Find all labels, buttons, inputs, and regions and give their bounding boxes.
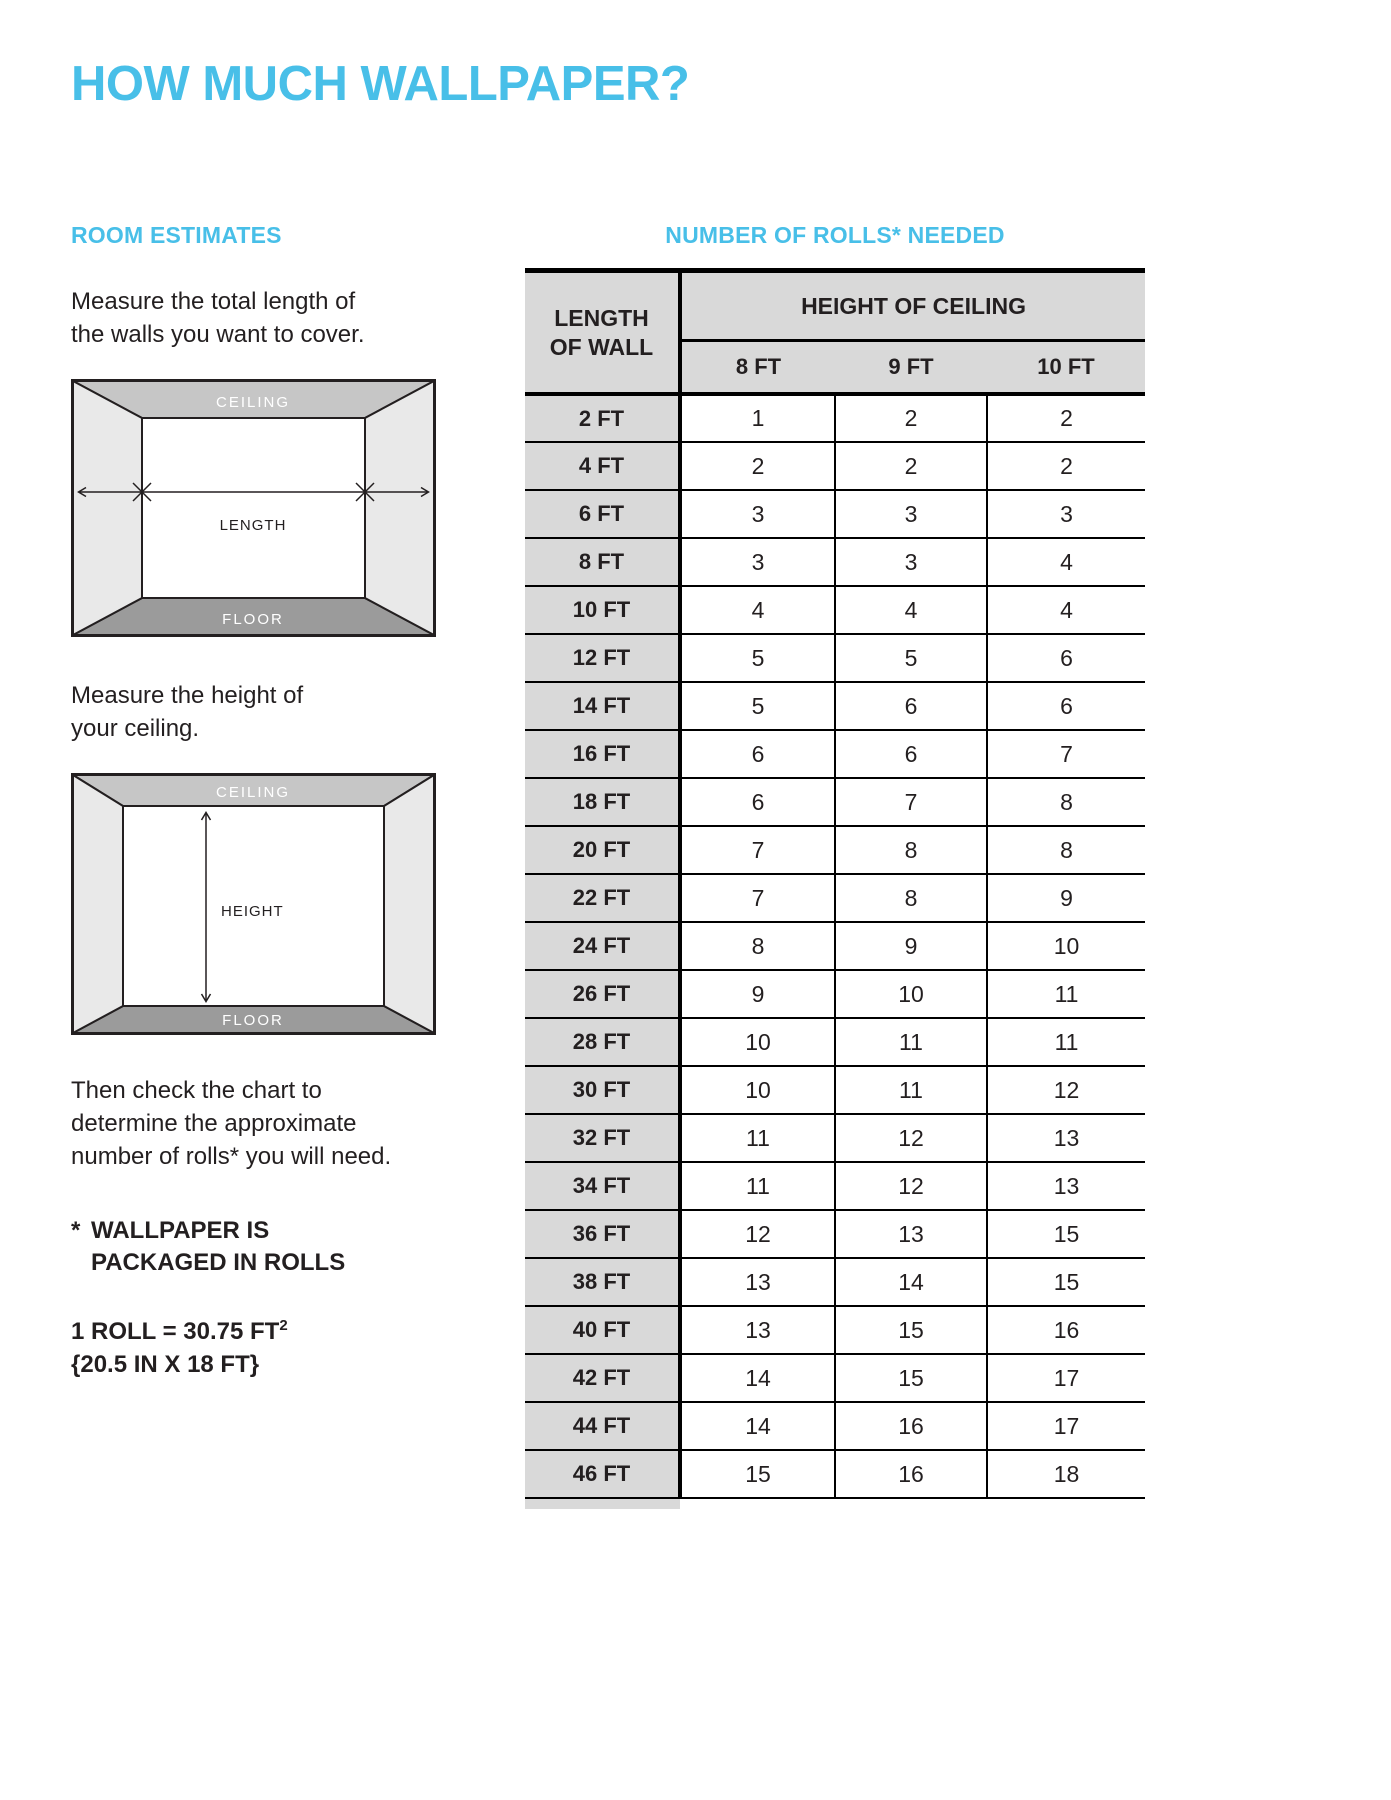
rolls-count-cell-8ft: 13	[680, 1258, 835, 1306]
rolls-count-cell-10ft: 11	[987, 970, 1145, 1018]
rolls-count-cell-9ft: 3	[835, 490, 987, 538]
table-row	[525, 586, 1145, 634]
floor-label: FLOOR	[222, 1012, 284, 1029]
roll-size-spec	[71, 1309, 501, 1381]
wall-length-cell: 40 FT	[525, 1306, 680, 1354]
text-line: determine the approximate	[71, 1110, 357, 1137]
wall-length-cell: 12 FT	[525, 634, 680, 682]
table-row	[525, 922, 1145, 970]
rolls-count-cell-10ft: 10	[987, 922, 1145, 970]
ceiling-label: CEILING	[215, 784, 291, 801]
rolls-count-cell-8ft: 7	[680, 874, 835, 922]
rolls-count-cell-9ft: 16	[835, 1402, 987, 1450]
text-line: Then check the chart to	[71, 1077, 322, 1104]
rolls-count-cell-9ft: 11	[835, 1066, 987, 1114]
wall-length-header-line: LENGTH	[554, 304, 649, 331]
footnote-text	[91, 1215, 345, 1279]
rolls-count-cell-8ft: 5	[680, 634, 835, 682]
table-row	[525, 1210, 1145, 1258]
table-row	[525, 442, 1145, 490]
roll-equation-exponent: 2	[279, 1317, 288, 1334]
rolls-count-cell-9ft: 8	[835, 874, 987, 922]
ceiling-9ft-header: 9 FT	[835, 341, 987, 395]
rolls-count-cell-9ft: 9	[835, 922, 987, 970]
rolls-count-cell-9ft: 10	[835, 970, 987, 1018]
table-row	[525, 826, 1145, 874]
rolls-count-cell-9ft: 2	[835, 394, 987, 442]
rolls-count-cell-8ft: 4	[680, 586, 835, 634]
rolls-table	[525, 268, 1145, 1499]
wall-length-cell: 36 FT	[525, 1210, 680, 1258]
table-row	[525, 682, 1145, 730]
rolls-count-cell-10ft: 9	[987, 874, 1145, 922]
rolls-count-cell-9ft: 3	[835, 538, 987, 586]
rolls-count-cell-8ft: 8	[680, 922, 835, 970]
table-row	[525, 1066, 1145, 1114]
table-row	[525, 970, 1145, 1018]
wall-length-cell: 14 FT	[525, 682, 680, 730]
ceiling-8ft-header: 8 FT	[680, 341, 835, 395]
text-line: WALLPAPER IS	[91, 1217, 270, 1244]
measure-height-instruction	[71, 679, 501, 745]
rolls-count-cell-10ft: 8	[987, 778, 1145, 826]
room-estimates-heading: ROOM ESTIMATES	[71, 222, 282, 248]
footnote-asterisk: *	[71, 1217, 81, 1244]
rolls-count-cell-9ft: 6	[835, 682, 987, 730]
rolls-count-cell-9ft: 8	[835, 826, 987, 874]
wall-length-cell: 2 FT	[525, 394, 680, 442]
rolls-count-cell-10ft: 12	[987, 1066, 1145, 1114]
rolls-count-cell-8ft: 6	[680, 778, 835, 826]
rolls-count-cell-9ft: 15	[835, 1306, 987, 1354]
wall-length-cell: 34 FT	[525, 1162, 680, 1210]
rolls-count-cell-10ft: 4	[987, 538, 1145, 586]
rolls-count-cell-8ft: 14	[680, 1354, 835, 1402]
table-row	[525, 538, 1145, 586]
rolls-needed-section	[525, 222, 1145, 1509]
rolls-count-cell-9ft: 6	[835, 730, 987, 778]
rolls-count-cell-8ft: 6	[680, 730, 835, 778]
rolls-count-cell-8ft: 11	[680, 1162, 835, 1210]
check-chart-instruction	[71, 1074, 501, 1173]
wall-length-cell: 6 FT	[525, 490, 680, 538]
text-line: Measure the height of	[71, 682, 304, 709]
table-row	[525, 1018, 1145, 1066]
rolls-count-cell-9ft: 14	[835, 1258, 987, 1306]
wall-length-cell: 18 FT	[525, 778, 680, 826]
wall-length-cell: 16 FT	[525, 730, 680, 778]
roll-equation	[71, 1309, 501, 1348]
rolls-count-cell-10ft: 13	[987, 1114, 1145, 1162]
rolls-count-cell-10ft: 17	[987, 1402, 1145, 1450]
wall-length-cell: 8 FT	[525, 538, 680, 586]
rolls-count-cell-8ft: 10	[680, 1018, 835, 1066]
wall-length-cell: 24 FT	[525, 922, 680, 970]
wall-length-cell: 30 FT	[525, 1066, 680, 1114]
rolls-count-cell-9ft: 4	[835, 586, 987, 634]
text-line: number of rolls* you will need.	[71, 1143, 392, 1170]
table-row	[525, 874, 1145, 922]
ceiling-height-header: HEIGHT OF CEILING	[680, 271, 1145, 341]
back-wall-surface	[142, 418, 365, 598]
rolls-table-body	[525, 394, 1145, 1498]
rolls-count-cell-9ft: 12	[835, 1114, 987, 1162]
rolls-count-cell-10ft: 18	[987, 1450, 1145, 1498]
rolls-count-cell-8ft: 14	[680, 1402, 835, 1450]
rolls-count-cell-8ft: 2	[680, 442, 835, 490]
table-row	[525, 1258, 1145, 1306]
floor-label: FLOOR	[222, 611, 284, 628]
table-row	[525, 1306, 1145, 1354]
wall-length-cell: 28 FT	[525, 1018, 680, 1066]
wall-length-cell: 32 FT	[525, 1114, 680, 1162]
height-label: HEIGHT	[221, 903, 284, 920]
rolls-count-cell-10ft: 17	[987, 1354, 1145, 1402]
rolls-count-cell-8ft: 10	[680, 1066, 835, 1114]
rolls-count-cell-10ft: 4	[987, 586, 1145, 634]
rolls-count-cell-9ft: 16	[835, 1450, 987, 1498]
rolls-count-cell-10ft: 8	[987, 826, 1145, 874]
packaging-footnote	[71, 1215, 501, 1279]
rolls-count-cell-10ft: 3	[987, 490, 1145, 538]
table-row	[525, 1354, 1145, 1402]
wall-length-cell: 22 FT	[525, 874, 680, 922]
table-footer-stub	[525, 1499, 680, 1509]
wall-length-cell: 26 FT	[525, 970, 680, 1018]
rolls-count-cell-9ft: 7	[835, 778, 987, 826]
table-row	[525, 634, 1145, 682]
rolls-count-cell-10ft: 6	[987, 682, 1145, 730]
rolls-count-cell-10ft: 15	[987, 1258, 1145, 1306]
rolls-count-cell-9ft: 2	[835, 442, 987, 490]
text-line: PACKAGED IN ROLLS	[91, 1249, 346, 1276]
rolls-count-cell-8ft: 3	[680, 490, 835, 538]
rolls-count-cell-8ft: 11	[680, 1114, 835, 1162]
room-estimates-section	[71, 222, 501, 1381]
rolls-count-cell-9ft: 12	[835, 1162, 987, 1210]
rolls-count-cell-10ft: 16	[987, 1306, 1145, 1354]
rolls-count-cell-9ft: 5	[835, 634, 987, 682]
text-line: your ceiling.	[71, 715, 200, 742]
roll-dimensions: {20.5 IN X 18 FT}	[71, 1351, 260, 1378]
left-wall-surface	[73, 381, 142, 635]
rolls-count-cell-8ft: 7	[680, 826, 835, 874]
wall-length-header-line: OF WALL	[549, 333, 654, 360]
table-row	[525, 1162, 1145, 1210]
rolls-count-cell-8ft: 3	[680, 538, 835, 586]
room-height-diagram	[71, 773, 436, 1035]
table-row	[525, 1402, 1145, 1450]
table-row	[525, 1450, 1145, 1498]
room-length-diagram	[71, 379, 436, 637]
wall-length-cell: 44 FT	[525, 1402, 680, 1450]
wall-length-cell: 4 FT	[525, 442, 680, 490]
text-line: Measure the total length of	[71, 288, 356, 315]
table-group-header-row	[525, 271, 1145, 341]
wall-length-cell: 10 FT	[525, 586, 680, 634]
table-row	[525, 1114, 1145, 1162]
rolls-count-cell-9ft: 15	[835, 1354, 987, 1402]
table-row	[525, 730, 1145, 778]
rolls-count-cell-10ft: 6	[987, 634, 1145, 682]
rolls-count-cell-8ft: 5	[680, 682, 835, 730]
ceiling-10ft-header: 10 FT	[987, 341, 1145, 395]
roll-equation-text: 1 ROLL = 30.75 FT	[71, 1318, 280, 1345]
rolls-count-cell-10ft: 15	[987, 1210, 1145, 1258]
rolls-count-cell-8ft: 12	[680, 1210, 835, 1258]
wall-length-cell: 20 FT	[525, 826, 680, 874]
rolls-count-cell-8ft: 15	[680, 1450, 835, 1498]
wall-length-header	[525, 271, 680, 395]
wall-length-cell: 46 FT	[525, 1450, 680, 1498]
rolls-count-cell-8ft: 13	[680, 1306, 835, 1354]
length-label: LENGTH	[219, 517, 287, 534]
table-row	[525, 778, 1145, 826]
right-wall-surface	[384, 775, 434, 1033]
wall-length-cell: 38 FT	[525, 1258, 680, 1306]
measure-length-instruction	[71, 285, 501, 351]
table-row	[525, 490, 1145, 538]
ceiling-label: CEILING	[215, 394, 291, 411]
table-row	[525, 394, 1145, 442]
wall-length-cell: 42 FT	[525, 1354, 680, 1402]
rolls-count-cell-10ft: 11	[987, 1018, 1145, 1066]
rolls-count-cell-8ft: 9	[680, 970, 835, 1018]
page-title: HOW MUCH WALLPAPER?	[71, 57, 690, 111]
rolls-count-cell-9ft: 13	[835, 1210, 987, 1258]
rolls-needed-heading: NUMBER OF ROLLS* NEEDED	[665, 222, 1005, 248]
rolls-count-cell-8ft: 1	[680, 394, 835, 442]
rolls-count-cell-10ft: 13	[987, 1162, 1145, 1210]
right-wall-surface	[365, 381, 434, 635]
rolls-count-cell-10ft: 2	[987, 442, 1145, 490]
left-wall-surface	[73, 775, 123, 1033]
rolls-count-cell-10ft: 7	[987, 730, 1145, 778]
rolls-count-cell-9ft: 11	[835, 1018, 987, 1066]
rolls-count-cell-10ft: 2	[987, 394, 1145, 442]
text-line: the walls you want to cover.	[71, 321, 365, 348]
